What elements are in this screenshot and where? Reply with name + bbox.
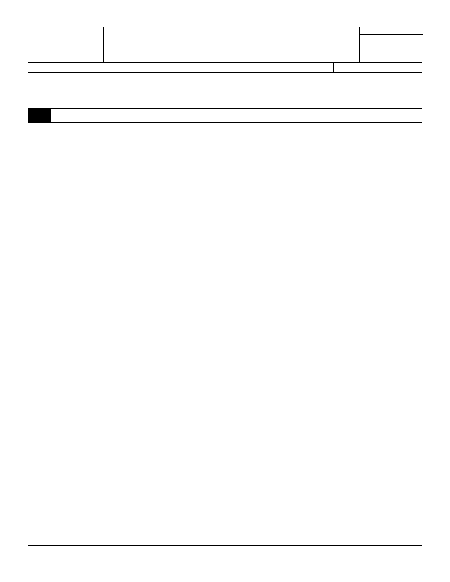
form-header xyxy=(28,27,422,63)
omb-number xyxy=(360,27,423,35)
form-footer xyxy=(28,545,422,547)
title-block xyxy=(103,27,359,62)
ssn-field-label[interactable] xyxy=(333,62,337,72)
form-id-block xyxy=(28,27,104,62)
part-header xyxy=(28,108,422,123)
part-tag xyxy=(28,109,51,122)
name-ssn-row xyxy=(28,62,422,73)
omb-block xyxy=(359,27,423,62)
